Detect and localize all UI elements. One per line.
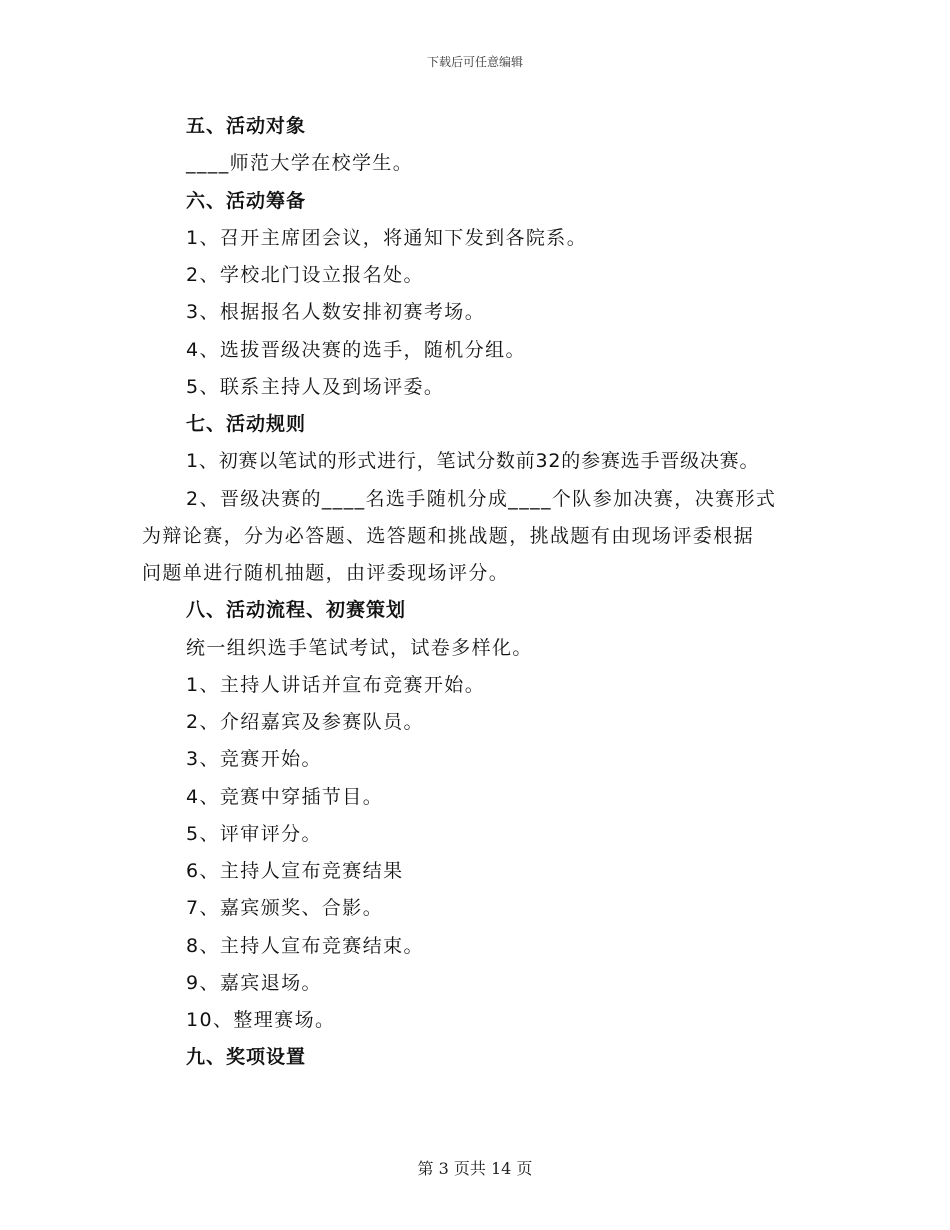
list-item: 5、评审评分。 [186,823,322,845]
list-item: 1、主持人讲话并宣布竞赛开始。 [186,674,486,696]
list-item: 4、选拔晋级决赛的选手，随机分组。 [186,339,526,361]
section-heading-9: 九、奖项设置 [186,1046,307,1068]
page-number: 第 3 页共 14 页 [417,1159,533,1178]
list-item: 4、竞赛中穿插节目。 [186,786,384,808]
list-item: 8、主持人宣布竞赛结束。 [186,935,424,957]
paragraph-continuation: 问题单进行随机抽题，由评委现场评分。 [142,562,510,584]
paragraph: 统一组织选手笔试考试，试卷多样化。 [186,637,533,659]
section-heading-6: 六、活动筹备 [186,190,307,212]
paragraph: ____师范大学在校学生。 [186,152,414,174]
list-item: 7、嘉宾颁奖、合影。 [186,897,384,919]
list-item: 2、晋级决赛的____名选手随机分成____个队参加决赛，决赛形式 [186,488,777,510]
list-item: 6、主持人宣布竞赛结果 [186,860,404,882]
list-item: 3、根据报名人数安排初赛考场。 [186,301,486,323]
section-heading-5: 五、活动对象 [186,115,307,137]
page-header: 下载后可任意编辑 [426,55,523,69]
paragraph-continuation: 为辩论赛，分为必答题、选答题和挑战题，挑战题有由现场评委根据 [142,525,755,547]
list-item: 2、介绍嘉宾及参赛队员。 [186,711,424,733]
list-item: 10、整理赛场。 [186,1009,336,1031]
list-item: 2、学校北门设立报名处。 [186,264,424,286]
section-heading-8: 八、活动流程、初赛策划 [186,599,407,621]
list-item: 1、召开主席团会议，将通知下发到各院系。 [186,227,588,249]
section-heading-7: 七、活动规则 [186,413,307,435]
list-item: 5、联系主持人及到场评委。 [186,376,445,398]
list-item: 3、竞赛开始。 [186,748,322,770]
list-item: 1、初赛以笔试的形式进行，笔试分数前32的参赛选手晋级决赛。 [186,450,760,472]
list-item: 9、嘉宾退场。 [186,972,322,994]
